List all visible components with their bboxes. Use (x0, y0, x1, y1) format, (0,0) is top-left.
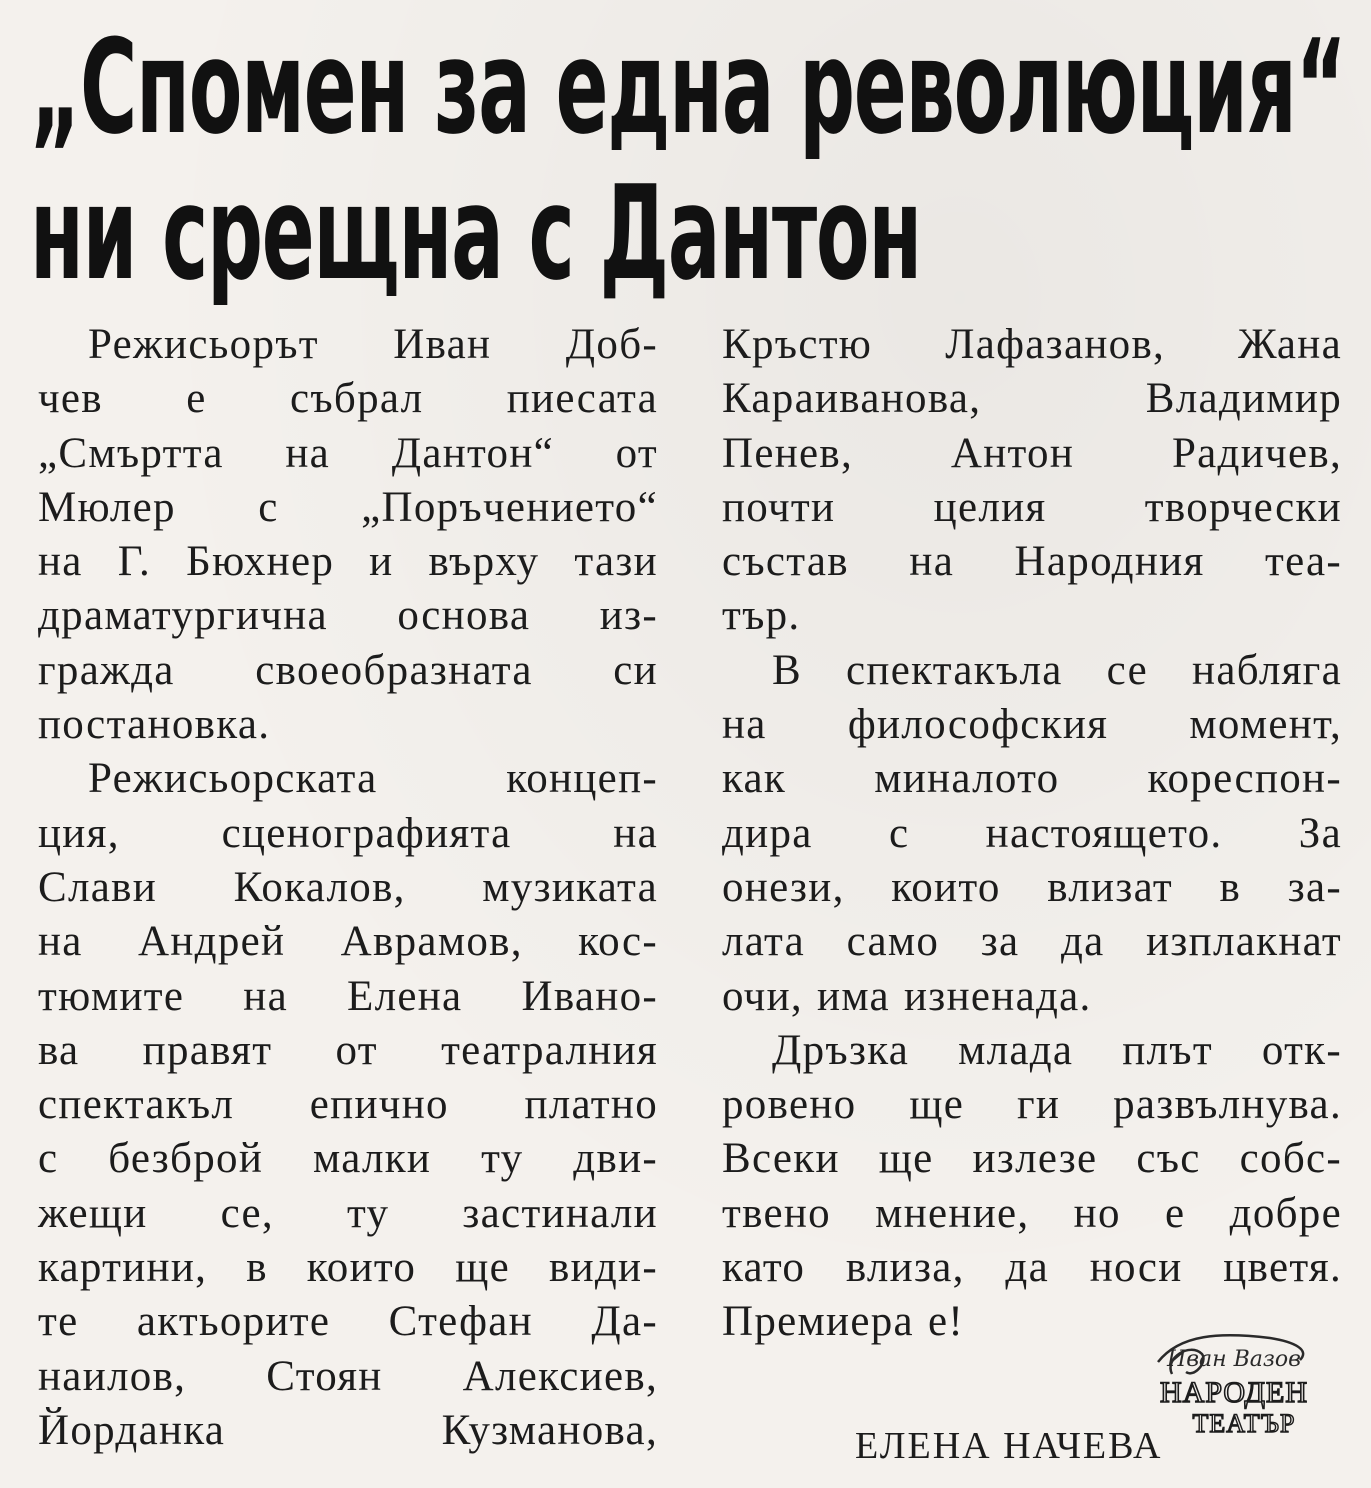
text-line: на Андрей Аврамов, кос- (38, 918, 658, 966)
text-line: постановка. (38, 701, 271, 749)
text-line: с безброй малки ту дви- (38, 1135, 658, 1183)
text-line: гражда своеобразната си (38, 646, 658, 694)
text-line: Кръстю Лафазанов, Жана (722, 321, 1342, 368)
text-line: картини, в които ще види- (38, 1244, 658, 1292)
text-line: като влиза, да носи цветя. (722, 1244, 1342, 1292)
text-line: Мюлер с „Поръчението“ (38, 483, 658, 531)
headline-line-2: ни срещна с Дантон (30, 157, 922, 309)
text-line: тър. (722, 592, 801, 640)
text-line: спектакъл епично платно (38, 1081, 658, 1129)
text-line: почти целия творчески (722, 483, 1342, 531)
text-line: жещи се, ту застинали (38, 1189, 658, 1237)
text-line: Дръзка млада плът отк- (772, 1026, 1342, 1074)
article-column-2 (722, 318, 1342, 1350)
text-line: ровено ще ги развълнува. (722, 1081, 1342, 1129)
text-line: очи, има изненада. (722, 972, 1092, 1020)
text-line: драматургична основа из- (38, 592, 658, 640)
text-line: дира с настоящето. За (722, 809, 1342, 857)
text-line: тюмите на Елена Ивано- (38, 972, 658, 1020)
text-line: на философския момент, (722, 701, 1342, 749)
text-line: Премиера е! (722, 1298, 964, 1346)
article-column-1 (38, 318, 658, 1458)
text-line: чев е събрал пиесата (38, 375, 658, 423)
national-theatre-logo (1150, 1328, 1320, 1440)
text-line: на Г. Бюхнер и върху тази (38, 538, 658, 586)
text-line: лата само за да изплакнат (722, 918, 1342, 966)
logo-word-narodni: НАРОДЕН (1159, 1376, 1309, 1409)
logo-word-teatar: ТЕАТЪР (1192, 1409, 1296, 1438)
text-line: състав на Народния теа- (722, 538, 1342, 586)
text-line: Йорданка Кузманова, (38, 1406, 658, 1454)
text-line: Режисьорската концеп- (88, 755, 658, 803)
text-line: те актьорите Стефан Да- (38, 1298, 658, 1346)
text-line: Пенев, Антон Радичев, (722, 429, 1342, 477)
headline-line-1: „Спомен за една революция“ (30, 11, 1346, 163)
text-line: наилов, Стоян Алексиев, (38, 1352, 658, 1400)
text-line: ва правят от театралния (38, 1026, 658, 1074)
headline (30, 11, 1346, 309)
text-line: Всеки ще излезе със собс- (722, 1135, 1342, 1183)
text-line: Режисьорът Иван Доб- (88, 321, 658, 368)
text-line: В спектакъла се набляга (772, 646, 1342, 694)
text-line: ция, сценографията на (38, 809, 658, 857)
text-line: онези, които влизат в за- (722, 863, 1342, 911)
signature-text: Иван Вазов (1167, 1347, 1301, 1372)
text-line: как миналото кореспон- (722, 755, 1342, 803)
text-line: „Смъртта на Дантон“ от (38, 429, 658, 477)
text-line: Слави Кокалов, музиката (38, 863, 658, 911)
author-byline: ЕЛЕНА НАЧЕВА (855, 1425, 1163, 1467)
text-line: твено мнение, но е добре (722, 1189, 1342, 1237)
text-line: Караиванова, Владимир (722, 375, 1342, 423)
